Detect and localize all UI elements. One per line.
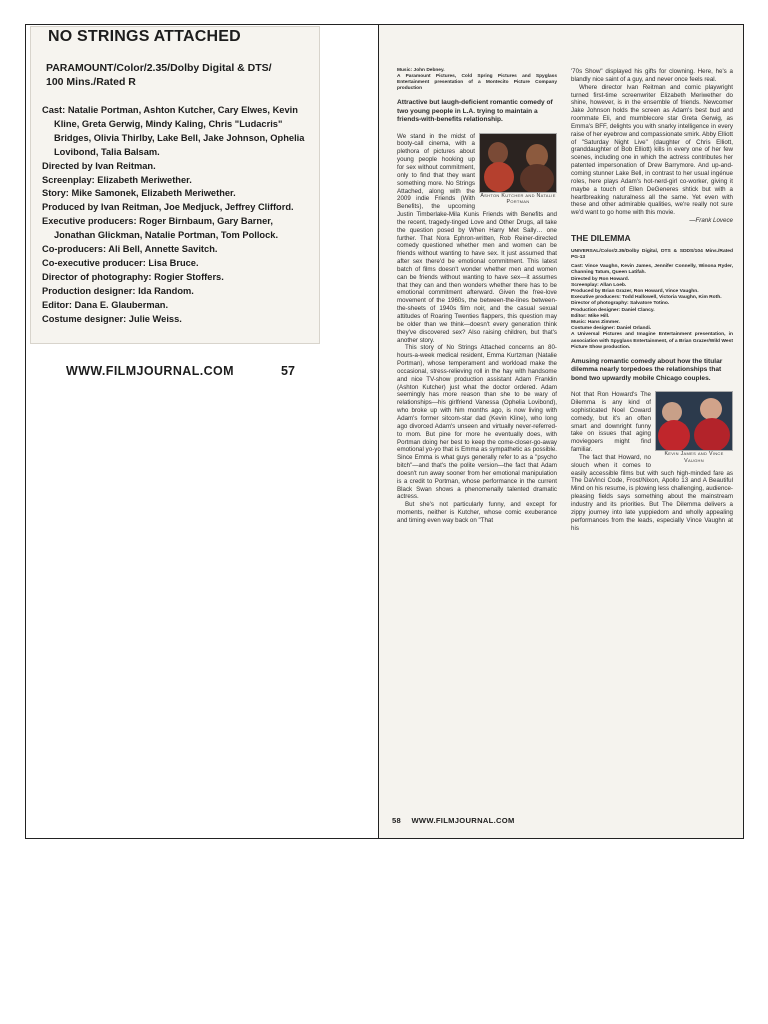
section-deck: Amusing romantic comedy about how the titular dilemma nearly torpedoes the relationships that bond two upwardly mobile Chicago couples. (571, 357, 723, 382)
right-footer (392, 816, 515, 825)
right-page-left-column (397, 68, 557, 525)
section-meta-1: Cast: Vince Vaughn, Kevin James, Jennifer Connelly, Winona Ryder, Channing Tatum, Queen Latifah. (571, 264, 733, 276)
photo-caption-2: Kevin James and Vince Vaughn (664, 451, 724, 464)
review-paragraph-3: But she's not particularly funny, and except for moments, neither is Kutcher, whose comic exuberance and timing even way back on "That (397, 501, 557, 524)
right-footer-url: WWW.FILMJOURNAL.COM (411, 816, 515, 825)
photo-james-vaughn (655, 391, 733, 451)
photo-figure-1 (479, 133, 557, 206)
section-meta-6: Director of photography: Salvatore Totino. (571, 301, 670, 307)
credit-costume-designer: Costume designer: Julie Weiss. (42, 313, 182, 324)
section-meta-7: Production designer: Daniel Clancy. (571, 307, 655, 313)
credit-screenplay: Screenplay: Elizabeth Meriwether. (42, 174, 192, 185)
photo-figure-2 (655, 391, 733, 464)
section-meta-0: UNIVERSAL/Color/2.35/Dolby Digital, DTS & SDDS/104 Mins./Rated PG-13 (571, 248, 733, 260)
left-footer-url: WWW.FILMJOURNAL.COM (66, 364, 234, 378)
section-title: THE DILEMMA (571, 232, 631, 243)
section-meta-2: Directed by Ron Howard. (571, 276, 630, 282)
review-meta (46, 61, 308, 89)
review-continued-1: '70s Show" displayed his gifts for clowning. Here, he's a blandly nice saint of a guy, and never once feels real. (571, 68, 733, 83)
meta-line-1: PARAMOUNT/Color/2.35/Dolby Digital & DTS/ (46, 62, 272, 74)
right-page-number: 58 (392, 816, 402, 825)
credit-editor: Editor: Dana E. Glauberman. (42, 299, 169, 310)
section-credits (571, 249, 733, 351)
section-meta-3: Screenplay: Allan Loeb. (571, 282, 627, 288)
review-continued-2: Where director Ivan Reitman and comic playwright turned first-time screenwriter Elizabeth Meriwether do shine, however, is in the ensemble of friends. Newcomer Jake Johnson holds the screen as Adam's best bud and roommate Eli, and mumblecore star Greta Gerwig, as Emma's BFF, delights you with snarky intelligence in every raise of her eyebrow and compassionate smirk. Abby Elliott of "Saturday Night Live" (daughter of Chris Elliott, granddaughter of Bob Elliott) kills in every one of her few scenes, including one in which the actress contributes her patented impersonation of Drew Barrymore. And up-and-coming stunner Lake Bell, in contrast to her usual ingénue roles, here plays Adam's hot-nerd-girl co-worker, giving it maybe a touch of Ellen DeGeneres shtick but with a heartbreaking naturalness all the same. Yet even with these and other admirable qualities, we're really not sure we'd want to go home with this movie. (571, 83, 733, 217)
credit-story: Story: Mike Samonek, Elizabeth Meriwether. (42, 188, 236, 199)
review-signature: —Frank Lovece (689, 217, 733, 225)
dilemma-paragraph-2: The fact that Howard, no slouch when it comes to easily accessible films but with such high-minded fare as The DaVinci Code, Frost/Nixon, Apollo 13 and A Beautiful Mind on his resume, is plowing less challenging, audience-pleasing fields says something about the mainstream industry and its priorities. But The Dilemma delivers a zippy journey into late yuppiedom and wholly appealing performances from the leads, especially Vince Vaughn at his (571, 453, 733, 532)
review-paragraph-1: We stand in the midst of booty-call cinema, with a plethora of pictures about young people hooking up for sex without commitment, only to find that they want something more. No Strings Attached, along with the 2009 indie Friends (With Benefits), the upcoming Justin Timberlake-Mila Kunis Friends with Benefits and the recent, tragedy-tinged Love and Other Drugs, all take the question posed by When Harry Met Sally… one further. That Nora Ephron-written, Rob Reiner-directed comedy questioned whether men and women can be friends without wanting to have sex. It just assumed that after sex there'd be emotional commitment. This latest batch of films doesn't wonder whether men and women can be friends without wanting to have sex—it assumes that they can and then wonders whether there has to be emotional commitment afterward. Given the free-love movement of the 1960s, the between-the-lines between-the-sheets of 1940s film noir, and the casual sexual attitudes of Roaring Twenties flappers, this question may be older than we think—doesn't every generation think they've discovered sex? Also raising children, but that's another story. (397, 132, 557, 344)
credit-co-producers: Co-producers: Ali Bell, Annette Savitch. (42, 244, 218, 255)
photo-kutcher-portman (479, 133, 557, 193)
credit-director: Directed by Ivan Reitman. (42, 160, 156, 171)
section-meta-10: Costume designer: Daniel Orlandi. (571, 326, 652, 332)
credits-list (42, 104, 312, 327)
credit-cast: Cast: Natalie Portman, Ashton Kutcher, Cary Elwes, Kevin Kline, Greta Gerwig, Mindy Kaling, Chris "Ludacris" Bridges, Olivia Thirlby, Lake Bell, Jake Johnson, Ophelia Lovibond, Talia Balsam. (42, 105, 305, 157)
section-meta-9: Music: Hans Zimmer. (571, 319, 620, 325)
section-meta-11: A Universal Pictures and Imagine Entertainment presentation, in association with Spyglass Entertainment, of a Brian Grazer/Wild West Picture Show production. (571, 332, 733, 350)
meta-line-2: 100 Mins./Rated R (46, 76, 136, 88)
credit-dop: Director of photography: Rogier Stoffers. (42, 271, 224, 282)
music-credit: Music: John Debney. (397, 68, 445, 73)
section-meta-5: Executive producers: Todd Hallowell, Victoria Vaughn, Kim Roth. (571, 295, 722, 301)
section-meta-4: Produced by Brian Grazer, Ron Howard, Vince Vaughn. (571, 288, 699, 294)
photo-caption-1: Ashton Kutcher and Natalie Portman (480, 192, 556, 206)
presentation-credit: A Paramount Pictures, Cold Spring Pictures and Spyglass Entertainment presentation of a Montecito Picture Company production (397, 74, 557, 92)
credit-producers: Produced by Ivan Reitman, Joe Medjuck, Jeffrey Clifford. (42, 202, 294, 213)
review-deck: Attractive but laugh-deficient romantic comedy of two young people in L.A. trying to maintain a friends-with-benefits relationship. (397, 99, 553, 124)
credit-production-designer: Production designer: Ida Random. (42, 285, 194, 296)
dilemma-paragraph-1: Not that Ron Howard's The Dilemma is any kind of sophisticated Noel Coward comedy, but it's an often smart and downright funny take on issues that aging moviegoers might find familiar. (571, 391, 651, 454)
credit-executive-producers: Executive producers: Roger Birnbaum, Gary Barner, Jonathan Glickman, Natalie Portman, Tom Pollock. (42, 216, 279, 241)
credit-co-executive-producer: Co-executive producer: Lisa Bruce. (42, 257, 199, 268)
review-title: NO STRINGS ATTACHED (48, 28, 241, 45)
review-paragraph-2: This story of No Strings Attached concerns an 80-hours-a-week medical resident, Emma Kurtzman (Natalie Portman), whose temperament and workload make the occasional, stress-relieving roll in the hay with handsome and nice TV-show production assistant Adam Franklin (Ashton Kutcher) just what the doctor ordered. Adam seemingly has more reason than she to be wary of relationships—his girlfriend Vanessa (Ophelia Lovibond), who broke up with him months ago, is now living with Adam's former sitcom-star dad (Kevin Kline), who long ago divorced Adam's unseen and virtually never-referred-to mom. But pine for more he eventually does, with Portman doing her best to keep the come-closer-go-away emotional yo-yo that is Emma as sympathetic as possible. Since Emma is what guys generally refer to as a "psycho bitch"—and that's the polite version—the fact that Adam doesn't run away sooner from her emotional manipulation is a credit to Portman, whose performance in the current Black Swan shows a phenomenally talented dramatic actress. (397, 344, 557, 501)
section-meta-8: Editor: Mike Hill. (571, 313, 610, 319)
left-page-number: 57 (281, 364, 295, 378)
right-page-right-column (571, 68, 733, 532)
